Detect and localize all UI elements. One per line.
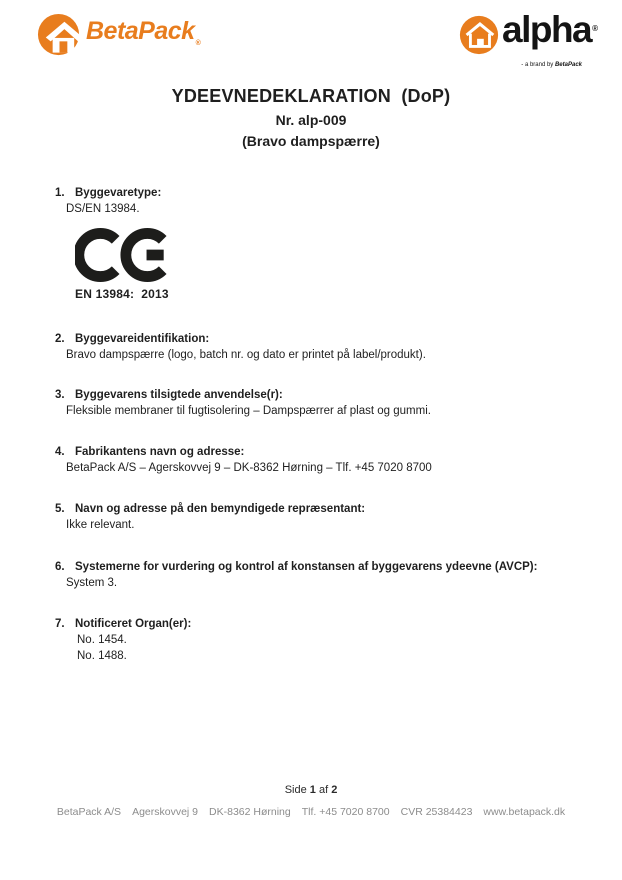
section-number: 5. — [55, 503, 65, 515]
registered-mark-icon: ® — [195, 40, 201, 47]
section-avcp — [55, 560, 600, 591]
page-total: 2 — [331, 784, 338, 796]
document-title: YDEEVNEDEKLARATION (DoP) — [171, 86, 451, 106]
betapack-wordmark: BetaPack$_®$ — [86, 17, 201, 47]
section-fabrikant — [55, 445, 600, 476]
alpha-house-icon — [458, 14, 500, 56]
section-body-text: No. 1488. — [77, 650, 127, 662]
section-body-text: Ikke relevant. — [66, 519, 135, 531]
section-heading: Byggevareidentifikation: — [75, 333, 210, 345]
section-number: 3. — [55, 389, 65, 401]
section-heading: Notificeret Organ(er): — [75, 618, 192, 630]
company-website: www.betapack.dk — [483, 806, 566, 818]
company-street: Agerskovvej 9 — [132, 806, 199, 818]
section-heading: Fabrikantens navn og adresse: — [75, 446, 245, 458]
page-number: 1 — [309, 784, 316, 796]
title-block — [0, 86, 622, 152]
alpha-tagline: - a brand by BetaPack — [521, 62, 582, 68]
ce-mark — [75, 228, 173, 301]
company-name: BetaPack A/S — [56, 806, 122, 818]
page-label: Side — [284, 784, 310, 796]
section-number: 6. — [55, 561, 65, 573]
section-byggevareidentifikation — [55, 332, 600, 363]
section-number: 4. — [55, 446, 65, 458]
section-anvendelse — [55, 388, 600, 419]
section-heading: Byggevarens tilsigtede anvendelse(r): — [75, 389, 283, 401]
company-cvr: CVR 25384423 — [400, 806, 473, 818]
section-body-text: Bravo dampspærre (logo, batch nr. og dato er printet på label/produkt). — [66, 349, 426, 361]
section-body-text: System 3. — [66, 577, 118, 589]
section-body-text: Fleksible membraner til fugtisolering – Dampspærrer af plast og gummi. — [66, 405, 431, 417]
company-phone: Tlf. +45 7020 8700 — [301, 806, 390, 818]
betapack-logo — [36, 8, 199, 61]
section-repraesentant — [55, 502, 600, 533]
section-number: 1. — [55, 187, 65, 199]
section-number: 2. — [55, 333, 65, 345]
section-byggevaretype — [55, 186, 600, 217]
company-info-line — [0, 806, 622, 818]
product-name: (Bravo dampspærre) — [242, 133, 380, 149]
ce-logo-icon — [75, 228, 173, 282]
section-notificeret-organ — [55, 617, 600, 664]
section-heading: Systemerne for vurdering og kontrol af konstansen af byggevarens ydeevne (AVCP): — [75, 561, 538, 573]
section-heading: Navn og adresse på den bemyndigede repræsentant: — [75, 503, 366, 515]
alpha-logo — [458, 9, 597, 68]
section-body-text: DS/EN 13984. — [66, 203, 140, 215]
company-city: DK-8362 Hørning — [209, 806, 291, 818]
document-number: Nr. alp-009 — [275, 112, 347, 128]
section-number: 7. — [55, 618, 65, 630]
ce-standard-label: EN 13984: 2013 — [75, 287, 169, 301]
section-body-text: BetaPack A/S – Agerskovvej 9 – DK-8362 Hørning – Tlf. +45 7020 8700 — [66, 462, 432, 474]
alpha-wordmark: alpha® — [502, 9, 597, 50]
betapack-house-icon — [36, 11, 83, 58]
section-body-text: No. 1454. — [77, 634, 127, 646]
registered-mark-icon: ® — [592, 24, 597, 33]
page-of-label: af — [315, 784, 332, 796]
section-heading: Byggevaretype: — [75, 187, 162, 199]
page-number-line — [0, 784, 622, 796]
